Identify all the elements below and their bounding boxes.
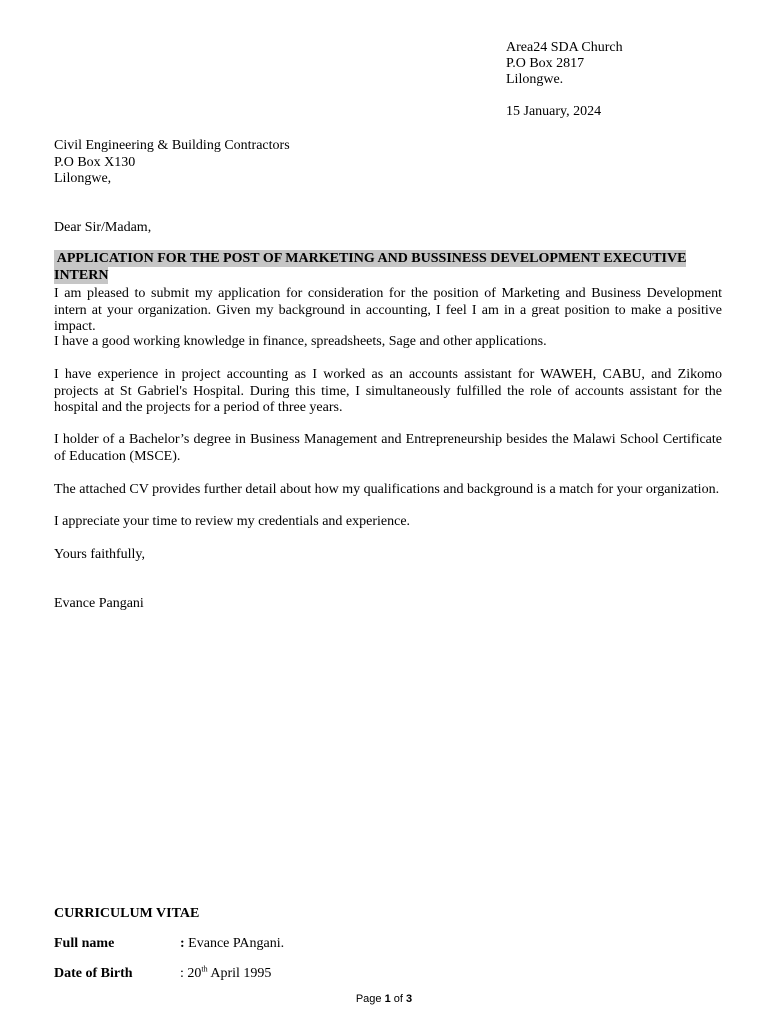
sender-line-2: P.O Box 2817 <box>506 56 585 71</box>
recipient-line-1: Civil Engineering & Building Contractors <box>54 138 290 153</box>
sender-line-1: Area24 SDA Church <box>506 40 623 55</box>
body-paragraph: I am pleased to submit my application for consideration for the position of Marketing and Business Development intern at your organization. Given my background in accounting, I feel I am in a great position to make a positive impact. <box>54 286 722 334</box>
cv-dob-ordinal: th <box>201 964 208 974</box>
letter-date: 15 January, 2024 <box>506 104 602 119</box>
recipient-line-3: Lilongwe, <box>54 171 112 186</box>
footer-page-word: Page <box>355 993 385 1005</box>
body-paragraph: I holder of a Bachelor’s degree in Business Management and Entrepreneurship besides the Malawi School Certificate of Education (MSCE). <box>54 432 722 464</box>
sender-address <box>506 40 623 120</box>
body-paragraph: The attached CV provides further detail about how my qualifications and background is a match for your organization. <box>54 482 720 497</box>
cv-title: CURRICULUM VITAE <box>54 906 200 921</box>
cv-dob-prefix: : 20 <box>180 966 202 981</box>
footer-current-page: 1 <box>384 993 391 1005</box>
sender-line-3: Lilongwe. <box>506 72 564 87</box>
cv-value-date-of-birth <box>180 966 271 982</box>
cv-value-full-name <box>180 936 284 952</box>
subject-line-2: INTERN <box>54 267 109 283</box>
cv-row-date-of-birth <box>54 966 714 982</box>
footer-of-word: of <box>390 993 407 1005</box>
footer-total-pages: 3 <box>406 993 413 1005</box>
body-paragraph: I have experience in project accounting as I worked as an accounts assistant for WAWEH, CABU, and Zikomo projects at St Gabriel's Hospital. During this time, I simultaneously fulfilled the role of accounts assistant for the hospital and the projects for a period of three years. <box>54 367 722 415</box>
salutation: Dear Sir/Madam, <box>54 220 152 235</box>
cv-row-full-name <box>54 936 714 952</box>
cv-label-date-of-birth: Date of Birth <box>54 966 133 981</box>
cv-full-name-text: Evance PAngani. <box>184 936 285 951</box>
signature-name: Evance Pangani <box>54 596 144 611</box>
body-paragraph: I have a good working knowledge in finance, spreadsheets, Sage and other applications. <box>54 334 547 349</box>
recipient-line-2: P.O Box X130 <box>54 154 136 170</box>
closing: Yours faithfully, <box>54 547 146 562</box>
cv-label-full-name: Full name <box>54 936 115 951</box>
body-paragraph: I appreciate your time to review my credentials and experience. <box>54 514 411 529</box>
cv-dob-suffix: April 1995 <box>207 966 272 981</box>
recipient-address <box>54 138 290 188</box>
page-footer <box>0 993 768 1005</box>
cv-colon: : <box>180 936 185 951</box>
subject-line <box>54 251 694 284</box>
subject-line-1: APPLICATION FOR THE POST OF MARKETING AND BUSSINESS DEVELOPMENT EXECUTIVE <box>54 251 687 266</box>
